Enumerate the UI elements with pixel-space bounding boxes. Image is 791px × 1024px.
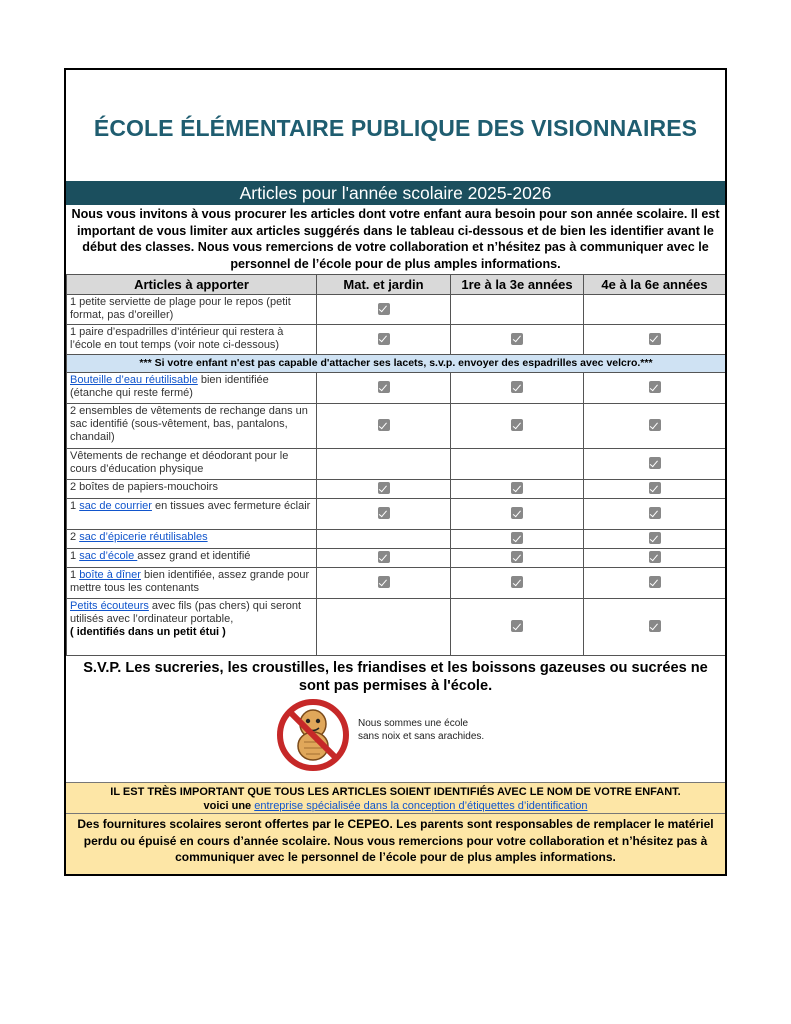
header-1re-3e: 1re à la 3e années: [451, 275, 584, 295]
label-notice-prefix: voici une: [203, 800, 255, 812]
check-cell: [584, 598, 726, 655]
checkbox-checked-icon: [511, 532, 523, 544]
item-cell: [67, 479, 317, 498]
item-link[interactable]: sac d’épicerie réutilisables: [79, 530, 208, 543]
checkbox-checked-icon: [649, 419, 661, 431]
table-row: [67, 529, 726, 548]
check-cell: [451, 598, 584, 655]
page-title: ÉCOLE ÉLÉMENTAIRE PUBLIQUE DES VISIONNAIRES: [93, 115, 698, 141]
item-link[interactable]: sac de courrier: [79, 499, 152, 512]
label-notice-line2: [66, 799, 725, 813]
check-cell: [317, 598, 451, 655]
checkbox-checked-icon: [649, 620, 661, 632]
check-cell: [451, 295, 584, 325]
label-company-link[interactable]: entreprise spécialisée dans la conception d’étiquettes d’identification: [254, 800, 588, 812]
check-cell: [584, 479, 726, 498]
nut-free-text: [358, 717, 484, 743]
table-row: [67, 403, 726, 448]
item-text-after: bien identifiée, assez grande pour mettre tous les contenants: [70, 568, 310, 595]
velcro-note: *** Si votre enfant n'est pas capable d'attacher ses lacets, s.v.p. envoyer des espadrilles avec velcro.***: [67, 354, 726, 372]
label-notice: [66, 782, 725, 813]
table-row: [67, 448, 726, 479]
checkbox-checked-icon: [511, 551, 523, 563]
checkbox-checked-icon: [378, 419, 390, 431]
check-cell: [584, 372, 726, 403]
table-row: [67, 567, 726, 598]
checkbox-checked-icon: [649, 457, 661, 469]
item-cell: [67, 548, 317, 567]
check-cell: [317, 529, 451, 548]
item-text: 1: [70, 568, 80, 581]
check-cell: [584, 324, 726, 354]
item-cell: [67, 529, 317, 548]
checkbox-checked-icon: [511, 333, 523, 345]
table-body: [67, 295, 726, 656]
item-cell: [67, 372, 317, 403]
header-articles: Articles à apporter: [67, 275, 317, 295]
title-area: [66, 70, 725, 181]
item-text: 2: [70, 530, 80, 543]
checkbox-checked-icon: [378, 381, 390, 393]
checkbox-checked-icon: [511, 576, 523, 588]
item-cell: [67, 324, 317, 354]
nut-free-line1: Nous sommes une école: [358, 718, 469, 729]
item-bold-note: ( identifiés dans un petit étui ): [70, 626, 226, 639]
table-header-row: [67, 275, 726, 295]
item-link[interactable]: Petits écouteurs: [70, 599, 149, 612]
table-row: [67, 295, 726, 325]
checkbox-checked-icon: [649, 551, 661, 563]
snack-warning: S.V.P. Les sucreries, les croustilles, les friandises et les boissons gazeuses ou sucrées ne sont pas permises à l'école.: [83, 660, 708, 694]
checkbox-checked-icon: [378, 551, 390, 563]
checkbox-checked-icon: [511, 419, 523, 431]
item-text-after: avec fils (pas chers) qui seront utilisés avec l’ordinateur portable,: [70, 599, 302, 626]
check-cell: [451, 448, 584, 479]
footer-notice: Des fournitures scolaires seront offertes par le CEPEO. Les parents sont responsables de remplacer le matériel perdu ou épuisé en cours d’année scolaire. Nous vous remercions pour votre collaboration et n’hésitez pas à communiquer avec le personnel de l’école pour de plus amples informations.: [66, 813, 725, 874]
item-text-after: en tissues avec fermeture éclair: [151, 499, 311, 512]
checkbox-checked-icon: [378, 333, 390, 345]
supply-table: [66, 274, 726, 656]
checkbox-checked-icon: [511, 507, 523, 519]
item-link[interactable]: Bouteille d’eau réutilisable: [70, 373, 198, 386]
item-cell: [67, 448, 317, 479]
checkbox-checked-icon: [649, 507, 661, 519]
check-cell: [317, 479, 451, 498]
header-mat-jardin: Mat. et jardin: [317, 275, 451, 295]
checkbox-checked-icon: [649, 576, 661, 588]
check-cell: [317, 372, 451, 403]
item-cell: [67, 403, 317, 448]
check-cell: [451, 479, 584, 498]
table-row: [67, 498, 726, 529]
item-cell: [67, 598, 317, 655]
header-4e-6e: 4e à la 6e années: [584, 275, 726, 295]
check-cell: [451, 529, 584, 548]
checkbox-checked-icon: [378, 303, 390, 315]
item-text: 2 ensembles de vêtements de rechange dans un sac identifié (sous-vêtement, bas, pantalons, chandail): [70, 404, 308, 444]
item-text: 2 boîtes de papiers-mouchoirs: [70, 480, 218, 493]
item-link[interactable]: boîte à dîner: [79, 568, 141, 581]
checkbox-checked-icon: [511, 482, 523, 494]
item-link[interactable]: sac d’école: [79, 549, 138, 562]
check-cell: [317, 295, 451, 325]
check-cell: [451, 498, 584, 529]
item-text: 1: [70, 499, 80, 512]
checkbox-checked-icon: [378, 482, 390, 494]
check-cell: [584, 498, 726, 529]
check-cell: [451, 567, 584, 598]
item-text: Vêtements de rechange et déodorant pour le cours d’éducation physique: [70, 449, 289, 476]
checkbox-checked-icon: [649, 532, 661, 544]
note-row: [67, 354, 726, 372]
checkbox-checked-icon: [511, 620, 523, 632]
nut-free-notice: [276, 698, 576, 772]
check-cell: [584, 295, 726, 325]
checkbox-checked-icon: [649, 333, 661, 345]
check-cell: [584, 548, 726, 567]
supply-list-sheet: [64, 68, 727, 876]
check-cell: [584, 567, 726, 598]
check-cell: [317, 548, 451, 567]
table-row: [67, 324, 726, 354]
check-cell: [451, 548, 584, 567]
check-cell: [317, 448, 451, 479]
year-banner: Articles pour l'année scolaire 2025-2026: [66, 181, 725, 205]
check-cell: [317, 324, 451, 354]
checkbox-checked-icon: [378, 507, 390, 519]
item-text-after: assez grand et identifié: [137, 549, 251, 562]
item-text: 1: [70, 549, 80, 562]
check-cell: [317, 498, 451, 529]
item-cell: [67, 295, 317, 325]
item-text: 1 paire d’espadrilles d’intérieur qui restera à l’école en tout temps (voir note ci-dessous): [70, 325, 284, 352]
item-cell: [67, 498, 317, 529]
no-peanut-sign-icon: [276, 698, 350, 772]
intro-text: Nous vous invitons à vous procurer les articles dont votre enfant aura besoin pour son année scolaire. Il est important de vous limiter aux articles suggérés dans le tableau ci-dessous et de bien les identifier avant le début des classes. Nous vous remercions de votre collaboration et n’hésitez pas à communiquer avec le personnel de l’école pour de plus amples informations.: [71, 207, 720, 271]
item-text-after: bien identifiée (étanche qui reste fermé): [70, 373, 269, 400]
table-row: [67, 479, 726, 498]
checkbox-checked-icon: [511, 381, 523, 393]
check-cell: [317, 403, 451, 448]
check-cell: [317, 567, 451, 598]
item-cell: [67, 567, 317, 598]
check-cell: [584, 448, 726, 479]
item-text: 1 petite serviette de plage pour le repos (petit format, pas d’oreiller): [70, 296, 291, 322]
check-cell: [584, 529, 726, 548]
check-cell: [451, 372, 584, 403]
table-row: [67, 598, 726, 655]
label-notice-line1: IL EST TRÈS IMPORTANT QUE TOUS LES ARTICLES SOIENT IDENTIFIÉS AVEC LE NOM DE VOTRE ENFANT.: [110, 786, 681, 798]
check-cell: [451, 403, 584, 448]
checkbox-checked-icon: [649, 381, 661, 393]
checkbox-checked-icon: [649, 482, 661, 494]
checkbox-checked-icon: [378, 576, 390, 588]
check-cell: [584, 403, 726, 448]
table-row: [67, 372, 726, 403]
check-cell: [451, 324, 584, 354]
nut-free-line2: sans noix et sans arachides.: [358, 731, 485, 742]
table-row: [67, 548, 726, 567]
